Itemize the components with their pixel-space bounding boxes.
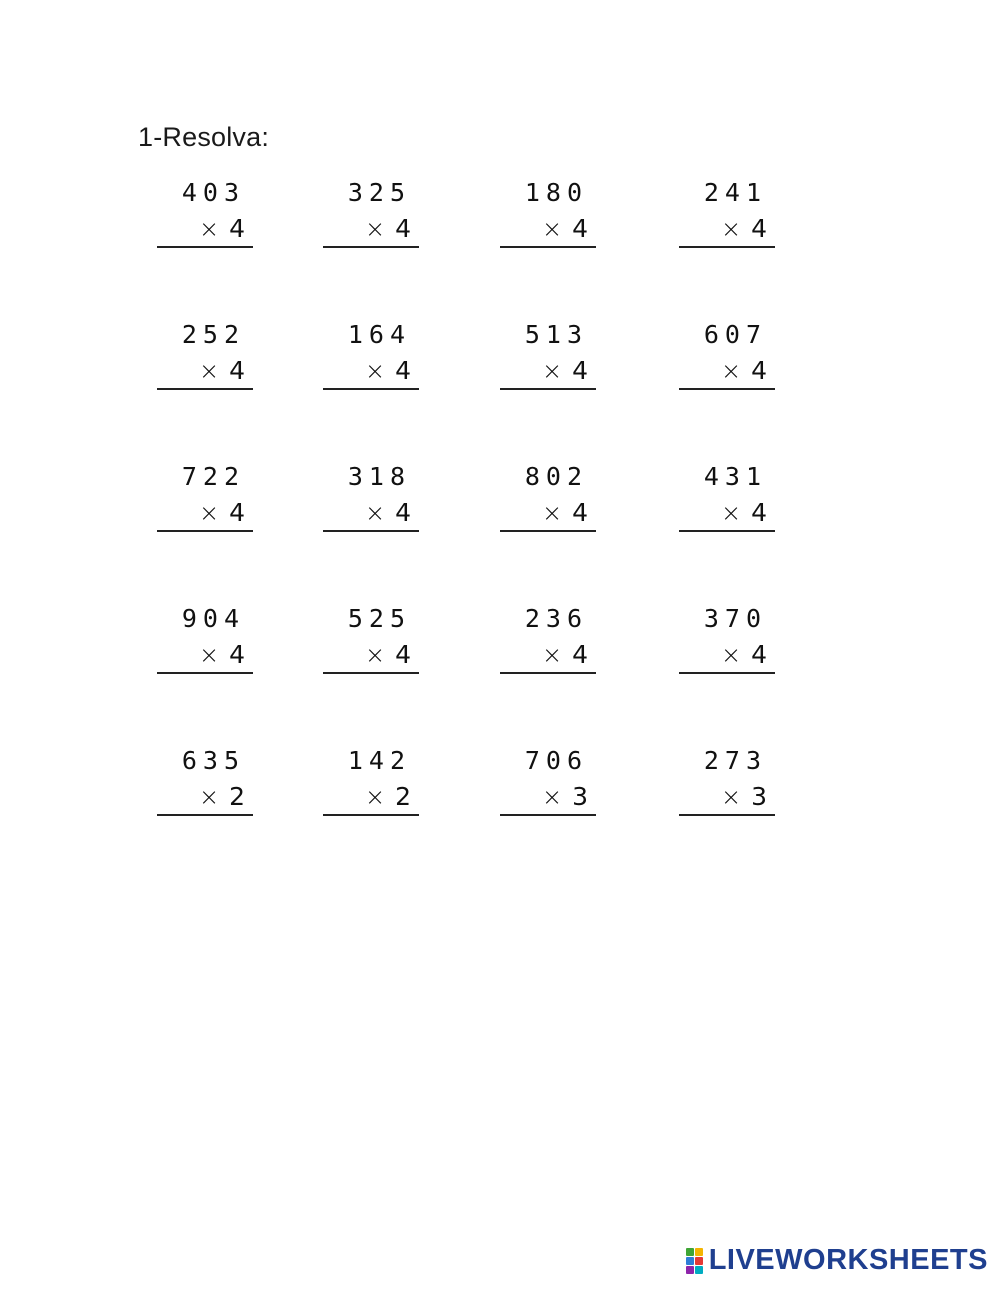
times-sign: ×	[541, 357, 563, 385]
multiplication-problem	[500, 178, 596, 258]
multiplication-problem	[500, 320, 596, 400]
multiplier-line	[721, 214, 767, 243]
multiplicand: 635	[181, 746, 245, 775]
logo-square	[686, 1248, 694, 1256]
multiplier: 4	[229, 356, 245, 385]
multiplicand: 180	[524, 178, 588, 207]
answer-rule	[323, 530, 419, 532]
logo-square	[686, 1266, 694, 1274]
multiplier: 4	[572, 640, 588, 669]
multiplier: 2	[395, 782, 411, 811]
answer-rule	[157, 672, 253, 674]
multiplier: 3	[751, 782, 767, 811]
multiplier-line	[721, 782, 767, 811]
multiplicand: 706	[524, 746, 588, 775]
multiplier-line	[542, 356, 588, 385]
multiplier: 4	[395, 356, 411, 385]
times-sign: ×	[198, 357, 220, 385]
answer-rule	[323, 672, 419, 674]
times-sign: ×	[541, 499, 563, 527]
answer-rule	[500, 814, 596, 816]
multiplication-problem	[679, 462, 775, 542]
multiplicand: 370	[703, 604, 767, 633]
multiplication-problem	[323, 746, 419, 826]
worksheet-title: 1-Resolva:	[138, 122, 270, 152]
times-sign: ×	[364, 641, 386, 669]
times-sign: ×	[720, 357, 742, 385]
multiplier-line	[199, 214, 245, 243]
times-sign: ×	[541, 641, 563, 669]
multiplier-line	[199, 498, 245, 527]
times-sign: ×	[364, 783, 386, 811]
multiplication-problem	[157, 604, 253, 684]
multiplicand: 318	[347, 462, 411, 491]
multiplication-problem	[157, 462, 253, 542]
liveworksheets-brand	[686, 1244, 988, 1277]
multiplier: 4	[572, 498, 588, 527]
times-sign: ×	[720, 783, 742, 811]
multiplier: 4	[751, 498, 767, 527]
multiplier: 4	[572, 214, 588, 243]
multiplier-line	[365, 214, 411, 243]
multiplier: 4	[572, 356, 588, 385]
answer-rule	[323, 814, 419, 816]
multiplicand: 273	[703, 746, 767, 775]
answer-rule	[500, 672, 596, 674]
multiplier-line	[721, 498, 767, 527]
multiplier-line	[542, 640, 588, 669]
multiplier-line	[365, 498, 411, 527]
multiplier: 4	[229, 640, 245, 669]
logo-square	[686, 1257, 694, 1265]
multiplication-problem	[323, 320, 419, 400]
multiplicand: 325	[347, 178, 411, 207]
multiplicand: 431	[703, 462, 767, 491]
logo-square	[695, 1266, 703, 1274]
multiplier-line	[199, 640, 245, 669]
answer-rule	[679, 388, 775, 390]
times-sign: ×	[364, 215, 386, 243]
multiplication-problem	[679, 320, 775, 400]
multiplication-problem	[679, 178, 775, 258]
multiplication-problem	[500, 604, 596, 684]
multiplication-problem	[157, 178, 253, 258]
multiplier: 4	[751, 214, 767, 243]
multiplication-problem	[679, 746, 775, 826]
multiplication-problem	[500, 746, 596, 826]
answer-rule	[157, 246, 253, 248]
times-sign: ×	[198, 641, 220, 669]
multiplicand: 722	[181, 462, 245, 491]
times-sign: ×	[720, 641, 742, 669]
brand-text: LIVEWORKSHEETS	[708, 1244, 988, 1276]
multiplier: 2	[229, 782, 245, 811]
multiplier: 4	[395, 640, 411, 669]
multiplier: 4	[395, 498, 411, 527]
multiplier-line	[199, 356, 245, 385]
multiplicand: 142	[347, 746, 411, 775]
answer-rule	[679, 246, 775, 248]
multiplication-problem	[323, 178, 419, 258]
multiplier: 4	[229, 214, 245, 243]
answer-rule	[157, 388, 253, 390]
multiplication-problem	[323, 462, 419, 542]
multiplier: 3	[572, 782, 588, 811]
multiplier-line	[365, 356, 411, 385]
multiplicand: 164	[347, 320, 411, 349]
answer-rule	[157, 530, 253, 532]
multiplicand: 241	[703, 178, 767, 207]
multiplier: 4	[229, 498, 245, 527]
times-sign: ×	[720, 215, 742, 243]
answer-rule	[323, 246, 419, 248]
multiplier-line	[542, 782, 588, 811]
multiplier-line	[542, 214, 588, 243]
times-sign: ×	[198, 215, 220, 243]
answer-rule	[500, 246, 596, 248]
multiplication-problem	[157, 746, 253, 826]
multiplicand: 607	[703, 320, 767, 349]
answer-rule	[679, 672, 775, 674]
multiplicand: 904	[181, 604, 245, 633]
multiplier: 4	[751, 356, 767, 385]
multiplicand: 513	[524, 320, 588, 349]
times-sign: ×	[364, 499, 386, 527]
multiplicand: 802	[524, 462, 588, 491]
answer-rule	[157, 814, 253, 816]
multiplicand: 252	[181, 320, 245, 349]
multiplier-line	[721, 356, 767, 385]
liveworksheets-logo-icon	[686, 1248, 703, 1274]
answer-rule	[323, 388, 419, 390]
logo-square	[695, 1248, 703, 1256]
answer-rule	[679, 814, 775, 816]
multiplier-line	[365, 782, 411, 811]
times-sign: ×	[541, 215, 563, 243]
times-sign: ×	[541, 783, 563, 811]
times-sign: ×	[364, 357, 386, 385]
answer-rule	[679, 530, 775, 532]
multiplier-line	[199, 782, 245, 811]
multiplication-problem	[500, 462, 596, 542]
answer-rule	[500, 388, 596, 390]
logo-square	[695, 1257, 703, 1265]
multiplier-line	[365, 640, 411, 669]
multiplication-problem	[679, 604, 775, 684]
multiplier-line	[721, 640, 767, 669]
multiplicand: 525	[347, 604, 411, 633]
multiplier-line	[542, 498, 588, 527]
multiplicand: 236	[524, 604, 588, 633]
multiplier: 4	[395, 214, 411, 243]
multiplication-problem	[157, 320, 253, 400]
multiplier: 4	[751, 640, 767, 669]
multiplication-problem	[323, 604, 419, 684]
multiplicand: 403	[181, 178, 245, 207]
times-sign: ×	[720, 499, 742, 527]
answer-rule	[500, 530, 596, 532]
times-sign: ×	[198, 499, 220, 527]
times-sign: ×	[198, 783, 220, 811]
